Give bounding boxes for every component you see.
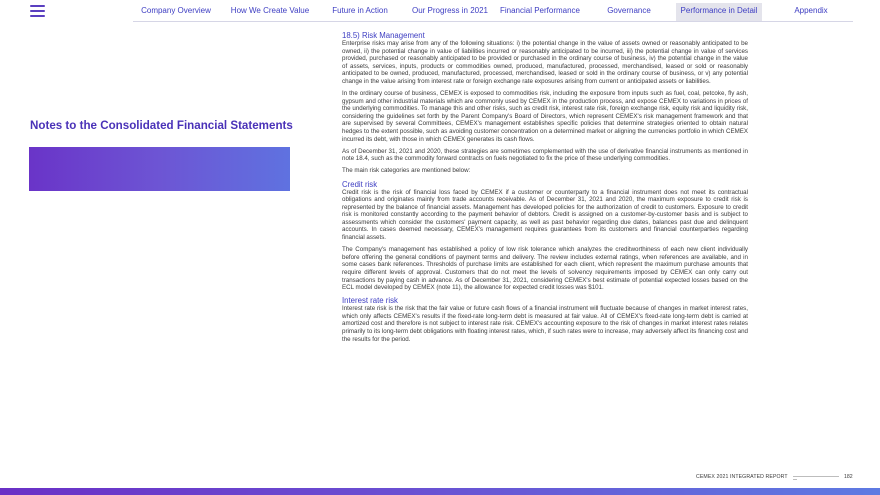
section-banner bbox=[29, 147, 290, 191]
paragraph-credit-policy: The Company's management has established a policy of low risk tolerance which analyzes the creditworthiness of each new client individually before offering the general conditions of payment terms and delivery. The review includes external ratings, when references are available, and in some cases bank references. Thresholds of purchase limits are established for each client, which represent the maximum purchase amounts that require different levels of approval. Customers that do not meet the levels of solvency requirements imposed by CEMEX can only carry out transactions by paying cash in advance. As of December 31, 2021, considering CEMEX's best estimate of potential expected losses based on the ECL model developed by CEMEX (note 11), the allowance for expected credit losses was $101. bbox=[342, 246, 748, 292]
nav-item-future-in-action[interactable]: Future in Action bbox=[332, 6, 388, 15]
paragraph-commodities-risk: In the ordinary course of business, CEMEX is exposed to commodities risk, including the exposure from inputs such as fuel, coal, petcoke, fly ash, gypsum and other industrial materials which are commonly used by CEMEX in the production process, and expose CEMEX to variations in prices of the underlying commodities. To manage this and other risks, such as credit risk, interest rate risk, foreign exchange risk, equity risk and liquidity risk, considering the guidelines set forth by the Parent Company's Board of Directors, which represent CEMEX's risk management framework and that are supervised by several Committees, CEMEX's management establishes specific policies that determine strategies oriented to obtain natural hedges to the extent possible, such as avoiding customer concentration on a determined market or aligning the currencies portfolio in which CEMEX incurred its debt, with those in which CEMEX generates its cash flows. bbox=[342, 90, 748, 143]
main-content bbox=[342, 31, 748, 348]
nav-item-how-we-create-value[interactable]: How We Create Value bbox=[230, 6, 310, 15]
page-number: 182 bbox=[844, 474, 853, 480]
nav-item-appendix[interactable]: Appendix bbox=[794, 6, 828, 15]
footer-divider-mark bbox=[793, 479, 797, 480]
bottom-gradient-bar bbox=[0, 488, 880, 495]
paragraph-enterprise-risks: Enterprise risks may arise from any of the following situations: i) the potential change in the value of assets owned or reasonably anticipated to be owned, ii) the potential change in value of liabilities incurred or reasonably anticipated to be incurred, iii) the potential change in value of services provided, purchased or reasonably anticipated to be provided or purchased in the ordinary course of business, iv) the potential change in the value of assets, services, inputs, products or commodities owned, produced, manufactured, processed, merchandised, leased or sold or reasonably anticipated to be owned, produced, manufactured, processed, merchandised, leased or sold in the ordinary course of business, or v) any potential change in the value arising from interest rate or foreign exchange rate exposures arising from current or anticipated assets or liabilities. bbox=[342, 40, 748, 85]
footer-divider bbox=[793, 476, 839, 477]
paragraph-credit-risk: Credit risk is the risk of financial loss faced by CEMEX if a customer or counterparty to a financial instrument does not meet its contractual obligations and originates mainly from trade accounts receivable. As of December 31, 2021 and 2020, the maximum exposure to credit risk is represented by the balance of financial assets. Management has developed policies for the authorization of credit to customers. Exposure to credit risk is monitored constantly according to the payment behavior of debtors. Credit is assigned on a customer-by-customer basis and is subject to assessments which consider the customers' payment capacity, as well as past behavior regarding due dates, balances past due and delinquent accounts. In cases deemed necessary, CEMEX's management requires guarantees from its customers and financial counterparties regarding financial assets. bbox=[342, 188, 748, 242]
paragraph-interest-rate-risk: Interest rate risk is the risk that the fair value or future cash flows of a financial instrument will fluctuate because of changes in market interest rates, which only affects CEMEX's results if the fixed-rate long-term debt is measured at fair value. All of CEMEX's fixed-rate long-term debt is carried at amortized cost and therefore is not subject to interest rate risk. CEMEX's accounting exposure to the risk of changes in market interest rates relates primarily to its long-term debt obligations with floating interest rates, which, if such rates were to increase, may adversely affect its financing cost and the results for the period. bbox=[342, 305, 748, 343]
section-nav bbox=[133, 3, 853, 22]
nav-item-governance[interactable]: Governance bbox=[607, 6, 651, 15]
paragraph-strategies: As of December 31, 2021 and 2020, these strategies are sometimes complemented with the use of derivative financial instruments as mentioned in note 18.4, such as the commodity forward contracts on fuels negotiated to fix the price of these underlying commodities. bbox=[342, 147, 748, 163]
paragraph-main-categories: The main risk categories are mentioned below: bbox=[342, 167, 471, 175]
nav-item-financial-performance[interactable]: Financial Performance bbox=[499, 6, 581, 15]
nav-item-company-overview[interactable]: Company Overview bbox=[141, 6, 211, 15]
report-name: CEMEX 2021 INTEGRATED REPORT bbox=[696, 474, 788, 480]
nav-item-our-progress-in-2021[interactable]: Our Progress in 2021 bbox=[411, 6, 489, 15]
top-navigation-bar bbox=[0, 0, 880, 22]
credit-risk-heading: Credit risk bbox=[342, 179, 378, 189]
risk-management-heading: 18.5) Risk Management bbox=[342, 31, 425, 40]
interest-rate-risk-heading: Interest rate risk bbox=[342, 296, 398, 306]
section-title: Notes to the Consolidated Financial Statements bbox=[30, 119, 293, 132]
menu-icon[interactable] bbox=[30, 5, 45, 17]
nav-item-performance-in-detail[interactable]: Performance in Detail bbox=[676, 3, 762, 21]
